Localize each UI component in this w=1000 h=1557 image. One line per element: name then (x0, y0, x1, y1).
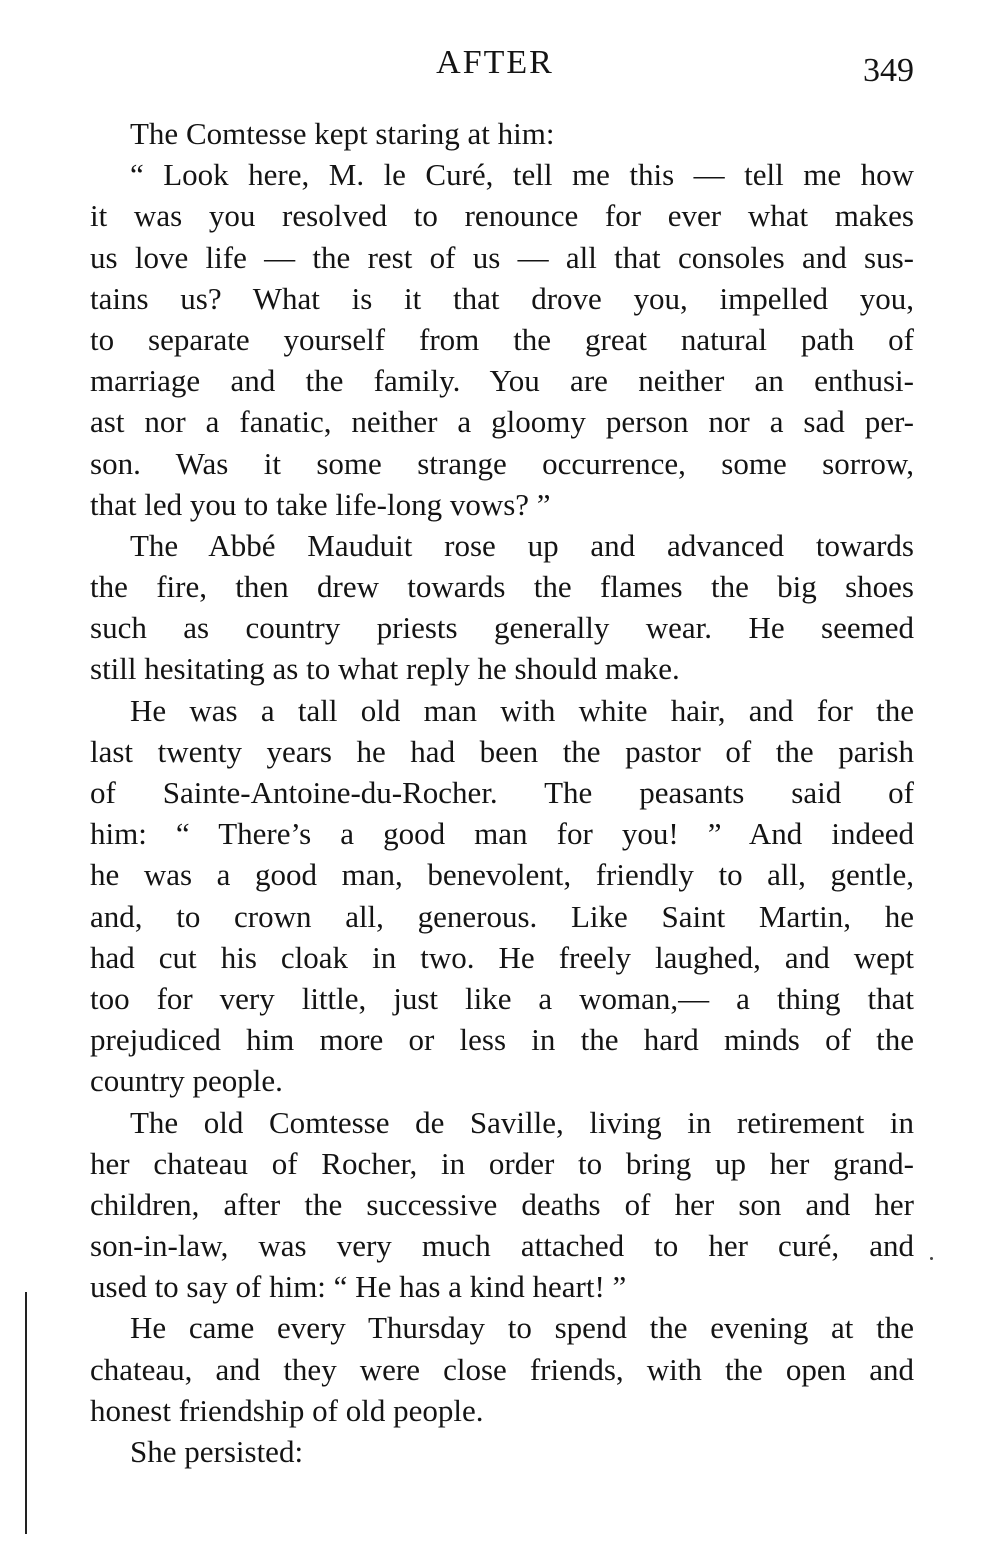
stray-mark (930, 1257, 933, 1260)
text-line: used to say of him: “ He has a kind heart! ” (90, 1269, 627, 1305)
text-line: to separate yourself from the great natural path of (90, 321, 914, 357)
text-line: prejudiced him more or less in the hard minds of the (90, 1022, 914, 1058)
text-line: marriage and the family. You are neither an enthusi- (90, 363, 914, 399)
page-number: 349 (863, 52, 914, 89)
text-line: son-in-law, was very much attached to her curé, and (90, 1228, 914, 1264)
text-line: such as country priests generally wear. He seemed (90, 610, 914, 646)
text-line: us love life — the rest of us — all that consoles and sus- (90, 239, 914, 275)
text-line: tains us? What is it that drove you, impelled you, (90, 280, 914, 316)
text-line: he was a good man, benevolent, friendly to all, gentle, (90, 857, 914, 893)
text-line: last twenty years he had been the pastor of the parish (90, 733, 914, 769)
text-line: country people. (90, 1063, 283, 1099)
text-line: The old Comtesse de Saville, living in retirement in (130, 1104, 914, 1140)
text-line: son. Was it some strange occurrence, some sorrow, (90, 445, 914, 481)
text-line: ast nor a fanatic, neither a gloomy person nor a sad per- (90, 404, 914, 440)
text-line: of Sainte-Antoine-du-Rocher. The peasants said of (90, 775, 914, 810)
text-line: had cut his cloak in two. He freely laughed, and wept (90, 939, 914, 975)
text-line: the fire, then drew towards the flames the big shoes (90, 569, 914, 605)
text-line: chateau, and they were close friends, with the open and (90, 1351, 914, 1387)
text-line: He came every Thursday to spend the evening at the (130, 1310, 914, 1346)
margin-rule (25, 1292, 27, 1534)
text-line: it was you resolved to renounce for ever what makes (90, 198, 914, 234)
running-header (0, 40, 1000, 90)
text-line: honest friendship of old people. (90, 1392, 484, 1428)
text-line: him: “ There’s a good man for you! ” And indeed (90, 816, 914, 852)
running-title: AFTER (436, 44, 554, 81)
text-line: The Comtesse kept staring at him: (130, 116, 555, 151)
text-line: still hesitating as to what reply he should make. (90, 651, 680, 687)
text-line: her chateau of Rocher, in order to bring up her grand- (90, 1145, 914, 1181)
text-line: He was a tall old man with white hair, and for the (130, 692, 914, 728)
text-line: “ Look here, M. le Curé, tell me this — tell me how (130, 157, 914, 193)
text-line: too for very little, just like a woman,— a thing that (90, 980, 914, 1016)
body-text (90, 113, 914, 1472)
text-line: that led you to take life-long vows? ” (90, 486, 551, 522)
text-line: children, after the successive deaths of her son and her (90, 1186, 914, 1222)
text-line: The Abbé Mauduit rose up and advanced towards (130, 527, 914, 563)
text-line: She persisted: (130, 1434, 304, 1469)
text-line: and, to crown all, generous. Like Saint Martin, he (90, 898, 914, 934)
